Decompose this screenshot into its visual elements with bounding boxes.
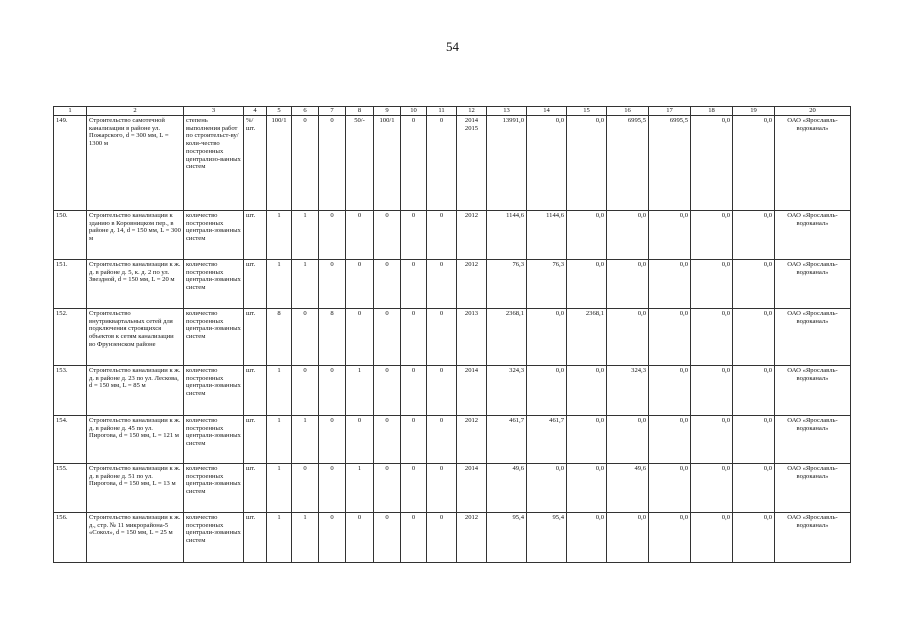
cell-col-11: 0 — [427, 366, 457, 416]
cell-col-16: 324,3 — [607, 366, 649, 416]
cell-col-7: 0 — [319, 513, 346, 563]
cell-col-2: Строительство канализации к ж. д. в районе д. 23 по ул. Лескова, d = 150 мм, L = 85 м — [87, 366, 184, 416]
cell-col-5: 1 — [267, 416, 292, 464]
cell-col-19: 0,0 — [733, 211, 775, 260]
table-row — [54, 211, 851, 260]
cell-col-8: 50/- — [346, 116, 374, 211]
cell-col-20: ОАО «Ярославль-водоканал» — [775, 464, 851, 513]
table-row — [54, 366, 851, 416]
column-header-12: 12 — [457, 107, 487, 116]
cell-col-11: 0 — [427, 416, 457, 464]
cell-col-4: шт. — [244, 366, 267, 416]
cell-col-10: 0 — [401, 513, 427, 563]
column-header-7: 7 — [319, 107, 346, 116]
cell-col-19: 0,0 — [733, 366, 775, 416]
cell-col-6: 1 — [292, 513, 319, 563]
cell-col-8: 0 — [346, 260, 374, 309]
cell-col-8: 0 — [346, 211, 374, 260]
cell-col-16: 49,6 — [607, 464, 649, 513]
column-header-10: 10 — [401, 107, 427, 116]
cell-col-6: 0 — [292, 309, 319, 366]
cell-col-4: шт. — [244, 260, 267, 309]
column-header-8: 8 — [346, 107, 374, 116]
column-header-17: 17 — [649, 107, 691, 116]
cell-col-10: 0 — [401, 211, 427, 260]
cell-col-12: 2014 2015 — [457, 116, 487, 211]
cell-col-19: 0,0 — [733, 513, 775, 563]
cell-col-9: 0 — [374, 366, 401, 416]
cell-col-14: 95,4 — [527, 513, 567, 563]
cell-col-17: 0,0 — [649, 211, 691, 260]
cell-col-13: 461,7 — [487, 416, 527, 464]
table-row — [54, 309, 851, 366]
cell-col-4: шт. — [244, 513, 267, 563]
cell-col-5: 1 — [267, 260, 292, 309]
cell-col-13: 13991,0 — [487, 116, 527, 211]
cell-col-9: 0 — [374, 513, 401, 563]
cell-col-13: 1144,6 — [487, 211, 527, 260]
cell-col-18: 0,0 — [691, 309, 733, 366]
cell-col-17: 0,0 — [649, 416, 691, 464]
cell-col-1: 149. — [54, 116, 87, 211]
page-number: 54 — [446, 39, 459, 54]
cell-col-7: 0 — [319, 116, 346, 211]
cell-col-7: 0 — [319, 366, 346, 416]
cell-col-14: 1144,6 — [527, 211, 567, 260]
table-row — [54, 464, 851, 513]
cell-col-9: 0 — [374, 309, 401, 366]
cell-col-13: 95,4 — [487, 513, 527, 563]
cell-col-3: количество построенных централи-зованных систем — [184, 211, 244, 260]
cell-col-6: 1 — [292, 211, 319, 260]
cell-col-8: 1 — [346, 464, 374, 513]
cell-col-10: 0 — [401, 464, 427, 513]
cell-col-12: 2012 — [457, 211, 487, 260]
cell-col-20: ОАО «Ярославль-водоканал» — [775, 309, 851, 366]
cell-col-8: 0 — [346, 416, 374, 464]
cell-col-16: 0,0 — [607, 309, 649, 366]
cell-col-20: ОАО «Ярославль-водоканал» — [775, 116, 851, 211]
cell-col-1: 155. — [54, 464, 87, 513]
cell-col-11: 0 — [427, 211, 457, 260]
column-header-11: 11 — [427, 107, 457, 116]
cell-col-11: 0 — [427, 309, 457, 366]
cell-col-12: 2012 — [457, 416, 487, 464]
cell-col-16: 0,0 — [607, 260, 649, 309]
cell-col-18: 0,0 — [691, 116, 733, 211]
cell-col-16: 0,0 — [607, 416, 649, 464]
cell-col-2: Строительство самотечной канализации в районе ул. Пожарского, d = 300 мм, L = 1300 м — [87, 116, 184, 211]
cell-col-10: 0 — [401, 116, 427, 211]
cell-col-1: 153. — [54, 366, 87, 416]
cell-col-1: 154. — [54, 416, 87, 464]
cell-col-10: 0 — [401, 416, 427, 464]
cell-col-20: ОАО «Ярославль-водоканал» — [775, 513, 851, 563]
cell-col-6: 0 — [292, 116, 319, 211]
column-header-14: 14 — [527, 107, 567, 116]
column-header-1: 1 — [54, 107, 87, 116]
cell-col-17: 0,0 — [649, 260, 691, 309]
cell-col-5: 1 — [267, 366, 292, 416]
cell-col-9: 100/1 — [374, 116, 401, 211]
cell-col-16: 6995,5 — [607, 116, 649, 211]
cell-col-8: 0 — [346, 513, 374, 563]
cell-col-19: 0,0 — [733, 116, 775, 211]
cell-col-7: 0 — [319, 211, 346, 260]
cell-col-12: 2014 — [457, 464, 487, 513]
cell-col-16: 0,0 — [607, 513, 649, 563]
table-body — [54, 116, 851, 563]
cell-col-20: ОАО «Ярославль-водоканал» — [775, 416, 851, 464]
column-header-20: 20 — [775, 107, 851, 116]
cell-col-13: 2368,1 — [487, 309, 527, 366]
column-header-9: 9 — [374, 107, 401, 116]
cell-col-6: 0 — [292, 366, 319, 416]
cell-col-19: 0,0 — [733, 260, 775, 309]
cell-col-20: ОАО «Ярославль-водоканал» — [775, 260, 851, 309]
cell-col-3: количество построенных централи-зованных систем — [184, 513, 244, 563]
cell-col-18: 0,0 — [691, 211, 733, 260]
cell-col-19: 0,0 — [733, 309, 775, 366]
column-header-16: 16 — [607, 107, 649, 116]
cell-col-2: Строительство канализации к зданию в Коровницком пер., в районе д. 14, d = 150 мм, L = 300 м — [87, 211, 184, 260]
column-header-15: 15 — [567, 107, 607, 116]
cell-col-9: 0 — [374, 416, 401, 464]
column-header-13: 13 — [487, 107, 527, 116]
cell-col-5: 1 — [267, 464, 292, 513]
cell-col-13: 49,6 — [487, 464, 527, 513]
cell-col-11: 0 — [427, 464, 457, 513]
cell-col-14: 0,0 — [527, 116, 567, 211]
cell-col-1: 151. — [54, 260, 87, 309]
cell-col-14: 0,0 — [527, 309, 567, 366]
column-header-19: 19 — [733, 107, 775, 116]
cell-col-3: количество построенных централи-зованных систем — [184, 260, 244, 309]
cell-col-12: 2012 — [457, 513, 487, 563]
cell-col-17: 0,0 — [649, 366, 691, 416]
cell-col-7: 8 — [319, 309, 346, 366]
cell-col-10: 0 — [401, 260, 427, 309]
cell-col-2: Строительство канализации к ж. д. в районе д. 51 по ул. Пирогова, d = 150 мм, L = 13 м — [87, 464, 184, 513]
cell-col-8: 0 — [346, 309, 374, 366]
cell-col-18: 0,0 — [691, 366, 733, 416]
cell-col-12: 2014 — [457, 366, 487, 416]
cell-col-9: 0 — [374, 211, 401, 260]
cell-col-15: 0,0 — [567, 513, 607, 563]
table-row — [54, 513, 851, 563]
cell-col-15: 0,0 — [567, 211, 607, 260]
program-table — [53, 106, 851, 563]
cell-col-7: 0 — [319, 260, 346, 309]
cell-col-19: 0,0 — [733, 464, 775, 513]
cell-col-8: 1 — [346, 366, 374, 416]
cell-col-12: 2012 — [457, 260, 487, 309]
cell-col-3: количество построенных централи-зованных систем — [184, 309, 244, 366]
cell-col-1: 150. — [54, 211, 87, 260]
column-header-18: 18 — [691, 107, 733, 116]
column-header-3: 3 — [184, 107, 244, 116]
cell-col-4: %/ шт. — [244, 116, 267, 211]
cell-col-5: 1 — [267, 513, 292, 563]
cell-col-14: 461,7 — [527, 416, 567, 464]
cell-col-11: 0 — [427, 513, 457, 563]
cell-col-2: Строительство канализации к ж. д., стр. № 11 микрорайона-5 «Сокол», d = 150 мм, L = 25 м — [87, 513, 184, 563]
cell-col-15: 0,0 — [567, 366, 607, 416]
table-row — [54, 260, 851, 309]
table-row — [54, 416, 851, 464]
cell-col-17: 0,0 — [649, 513, 691, 563]
header-row — [54, 107, 851, 116]
column-header-2: 2 — [87, 107, 184, 116]
cell-col-9: 0 — [374, 260, 401, 309]
cell-col-17: 6995,5 — [649, 116, 691, 211]
cell-col-14: 0,0 — [527, 366, 567, 416]
cell-col-6: 0 — [292, 464, 319, 513]
cell-col-1: 156. — [54, 513, 87, 563]
cell-col-11: 0 — [427, 260, 457, 309]
cell-col-6: 1 — [292, 416, 319, 464]
cell-col-20: ОАО «Ярославль-водоканал» — [775, 366, 851, 416]
cell-col-14: 0,0 — [527, 464, 567, 513]
cell-col-7: 0 — [319, 416, 346, 464]
cell-col-2: Строительство канализации к ж. д. в районе д. 5, к. д. 2 по ул. Звездной, d = 150 мм, L = 20 м — [87, 260, 184, 309]
cell-col-3: степень выполнения работ по строительст-ву/ коли-чество построенных централизо-ванных систем — [184, 116, 244, 211]
cell-col-4: шт. — [244, 416, 267, 464]
cell-col-15: 0,0 — [567, 464, 607, 513]
cell-col-2: Строительство внутриквартальных сетей для подключения строящихся объектов к сетям канализации во Фрунзенском районе — [87, 309, 184, 366]
cell-col-3: количество построенных централи-зованных систем — [184, 416, 244, 464]
cell-col-5: 8 — [267, 309, 292, 366]
cell-col-3: количество построенных централи-зованных систем — [184, 464, 244, 513]
cell-col-13: 76,3 — [487, 260, 527, 309]
cell-col-11: 0 — [427, 116, 457, 211]
cell-col-5: 1 — [267, 211, 292, 260]
cell-col-14: 76,3 — [527, 260, 567, 309]
cell-col-16: 0,0 — [607, 211, 649, 260]
cell-col-10: 0 — [401, 366, 427, 416]
cell-col-2: Строительство канализации к ж. д. в районе д. 45 по ул. Пирогова, d = 150 мм, L = 121 м — [87, 416, 184, 464]
cell-col-13: 324,3 — [487, 366, 527, 416]
cell-col-15: 0,0 — [567, 116, 607, 211]
cell-col-17: 0,0 — [649, 464, 691, 513]
cell-col-6: 1 — [292, 260, 319, 309]
cell-col-4: шт. — [244, 309, 267, 366]
column-header-5: 5 — [267, 107, 292, 116]
cell-col-4: шт. — [244, 464, 267, 513]
cell-col-7: 0 — [319, 464, 346, 513]
cell-col-3: количество построенных централи-зованных систем — [184, 366, 244, 416]
cell-col-4: шт. — [244, 211, 267, 260]
cell-col-1: 152. — [54, 309, 87, 366]
cell-col-15: 2368,1 — [567, 309, 607, 366]
cell-col-9: 0 — [374, 464, 401, 513]
cell-col-15: 0,0 — [567, 416, 607, 464]
cell-col-5: 100/1 — [267, 116, 292, 211]
cell-col-10: 0 — [401, 309, 427, 366]
cell-col-17: 0,0 — [649, 309, 691, 366]
column-header-4: 4 — [244, 107, 267, 116]
column-header-6: 6 — [292, 107, 319, 116]
cell-col-18: 0,0 — [691, 416, 733, 464]
cell-col-18: 0,0 — [691, 260, 733, 309]
cell-col-18: 0,0 — [691, 513, 733, 563]
cell-col-19: 0,0 — [733, 416, 775, 464]
cell-col-18: 0,0 — [691, 464, 733, 513]
table-row — [54, 116, 851, 211]
cell-col-20: ОАО «Ярославль-водоканал» — [775, 211, 851, 260]
cell-col-12: 2013 — [457, 309, 487, 366]
cell-col-15: 0,0 — [567, 260, 607, 309]
